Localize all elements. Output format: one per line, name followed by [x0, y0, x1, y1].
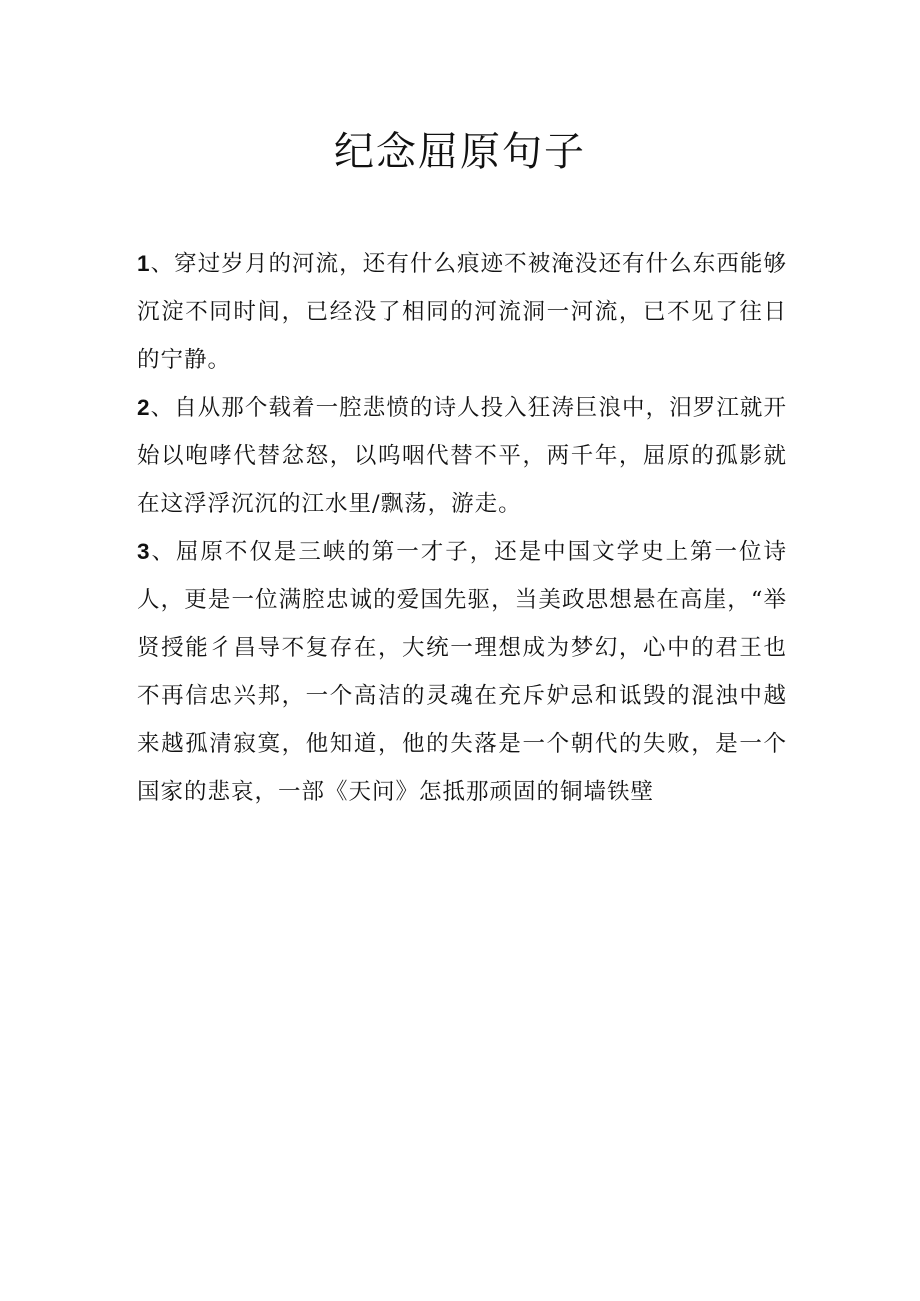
- paragraph-text: 、穿过岁月的河流，还有什么痕迹不被淹没还有什么东西能够沉淀不同时间，已经没了相同的河流洞一河流，已不见了往日的宁静。: [137, 251, 787, 373]
- paragraph-3: [137, 528, 787, 816]
- document-body: [137, 240, 787, 816]
- paragraph-text: 、自从那个载着一腔悲愤的诗人投入狂涛巨浪中，汨罗江就开始以咆哮代替忿怒，以呜咽代替不平，两千年，屈原的孤影就在这浮浮沉沉的江水里/飘荡，游走。: [137, 395, 787, 517]
- page-title: 纪念屈原句子: [334, 129, 586, 175]
- paragraph-text: 、屈原不仅是三峡的第一才子，还是中国文学史上第一位诗人，更是一位满腔忠诚的爱国先驱，当美政思想悬在高崖，“举贤授能彳昌导不复存在，大统一理想成为梦幻，心中的君王也不再信忠兴邦，一个高洁的灵魂在充斥妒忌和诋毁的混浊中越来越孤清寂寞，他知道，他的失落是一个朝代的失败，是一个国家的悲哀，一部《天问》怎抵那顽固的铜墙铁壁: [137, 539, 787, 805]
- paragraph-2: [137, 384, 787, 528]
- paragraph-number: 3: [137, 539, 151, 564]
- paragraph-number: 1: [137, 251, 151, 276]
- paragraph-1: [137, 240, 787, 384]
- paragraph-number: 2: [137, 395, 151, 420]
